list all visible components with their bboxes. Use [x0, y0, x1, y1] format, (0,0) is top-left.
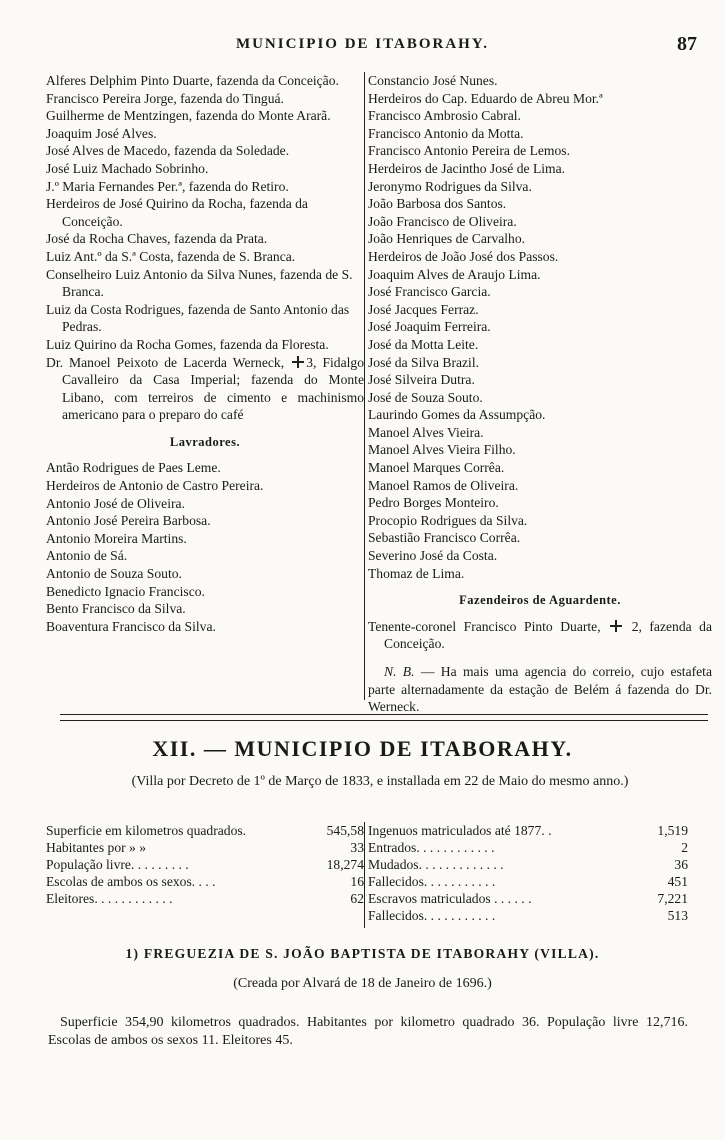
list-item: Francisco Antonio Pereira de Lemos.: [368, 143, 570, 159]
list-item: Sebastião Francisco Corrêa.: [368, 530, 521, 546]
freguezia-title: 1) FREGUEZIA DE S. JOÃO BAPTISTA DE ITABORAHY (VILLA).: [125, 946, 600, 961]
list-item: João Francisco de Oliveira.: [368, 213, 517, 229]
list-item: Luiz Ant.º da S.ª Costa, fazenda de S. Branca.: [46, 248, 296, 264]
stat-label: População livre. . . . . . . . .: [46, 857, 189, 872]
list-item: José Joaquim Ferreira.: [368, 319, 491, 335]
list-item: Constancio José Nunes.: [368, 73, 498, 88]
list-item: Procopio Rodrigues da Silva.: [368, 512, 528, 528]
stat-label: Entrados. . . . . . . . . . . .: [368, 840, 495, 855]
lavrador-item: Boaventura Francisco da Silva.: [46, 618, 216, 634]
list-item: Manoel Alves Vieira Filho.: [368, 442, 516, 458]
list-item: José Silveira Dutra.: [368, 372, 475, 388]
stat-value: 545,58: [326, 823, 364, 838]
stat-value: 451: [667, 874, 688, 889]
stat-row: [368, 890, 688, 907]
list-item: Herdeiros de João José dos Passos.: [368, 248, 559, 264]
lavrador-item: Antonio de Souza Souto.: [46, 566, 182, 582]
stats-left: [46, 822, 364, 907]
lavradores-heading: Lavradores.: [169, 434, 241, 449]
statistics-block: [46, 822, 686, 930]
stat-value: 33: [350, 840, 364, 855]
duarte-text-after: 2, fazenda da Conceição.: [384, 618, 713, 652]
list-item: Thomaz de Lima.: [368, 565, 465, 581]
list-item: José Luiz Machado Sobrinho.: [46, 160, 209, 176]
stat-row: [46, 839, 364, 856]
stats-divider: [364, 822, 365, 928]
lavrador-item: Antonio Moreira Martins.: [46, 530, 187, 546]
list-item: José de Souza Souto.: [368, 389, 483, 405]
right-entries: [368, 72, 712, 582]
nb-text: — Ha mais uma agencia do correio, cujo estafeta parte alternadamente da estação de Belém á fazenda do Dr. Werneck.: [368, 664, 712, 715]
list-item: Guilherme de Mentzingen, fazenda do Monte Ararã.: [46, 108, 331, 124]
column-divider: [364, 72, 365, 700]
lavrador-item: Antão Rodrigues de Paes Leme.: [46, 460, 221, 476]
list-item: Manoel Ramos de Oliveira.: [368, 477, 519, 493]
nb-label: N. B.: [384, 664, 415, 679]
freguezia-body: Superficie 354,90 kilometros quadrados. Habitantes por kilometro quadrado 36. População livre 12,716. Escolas de ambos os sexos 11. Eleitores 45.: [48, 1015, 688, 1048]
list-item: Manoel Marques Corrêa.: [368, 460, 505, 476]
stat-row: [46, 822, 364, 839]
left-entries: [46, 72, 364, 354]
lavradores-list: [46, 459, 364, 635]
stat-value: 1,519: [657, 823, 688, 838]
nb-note: [368, 663, 712, 716]
list-item: Francisco Antonio da Motta.: [368, 125, 524, 141]
list-item: Severino José da Costa.: [368, 548, 498, 564]
stat-row: [46, 873, 364, 890]
list-item: Alferes Delphim Pinto Duarte, fazenda da Conceição.: [46, 73, 339, 88]
stat-label: Mudados. . . . . . . . . . . . .: [368, 857, 504, 872]
cross-icon: [610, 620, 622, 632]
stat-value: 513: [667, 908, 688, 923]
stat-label: Escolas de ambos os sexos. . . .: [46, 874, 216, 889]
stat-label: Eleitores. . . . . . . . . . . .: [46, 891, 173, 906]
list-item: Laurindo Gomes da Assumpção.: [368, 407, 546, 423]
aguardente-heading: Fazendeiros de Aguardente.: [459, 593, 621, 608]
stat-row: [368, 907, 688, 924]
duarte-entry: [368, 618, 712, 653]
list-item: Francisco Ambrosio Cabral.: [368, 108, 521, 124]
stat-value: 18,274: [326, 857, 364, 872]
stat-row: [368, 873, 688, 890]
cross-icon: [292, 356, 304, 368]
lavrador-item: Antonio José de Oliveira.: [46, 495, 185, 511]
list-item: Manoel Alves Vieira.: [368, 424, 484, 440]
section-title: XII. — MUNICIPIO DE ITABORAHY.: [152, 736, 573, 761]
stat-label: Ingenuos matriculados até 1877. .: [368, 823, 552, 838]
list-item: Pedro Borges Monteiro.: [368, 495, 499, 511]
running-title: MUNICIPIO DE ITABORAHY.: [235, 36, 490, 52]
stat-row: [368, 822, 688, 839]
two-column-listing: [46, 72, 713, 715]
lavrador-item: Bento Francisco da Silva.: [46, 601, 186, 617]
list-item: José Francisco Garcia.: [368, 284, 491, 300]
stat-value: 7,221: [657, 891, 688, 906]
left-column: [46, 72, 364, 635]
list-item: José da Rocha Chaves, fazenda da Prata.: [46, 231, 268, 247]
werneck-text-after: 3, Fidalgo Cavalleiro da Casa Imperial; fazenda do Monte Libano, com terreiros de cimento e machinismo americano para o preparo do café: [62, 354, 364, 423]
list-item: José Jacques Ferraz.: [368, 301, 479, 317]
section-divider: [60, 714, 708, 721]
list-item: Francisco Pereira Jorge, fazenda do Tinguá.: [46, 90, 284, 106]
list-item: João Barbosa dos Santos.: [368, 196, 507, 212]
list-item: J.º Maria Fernandes Per.ª, fazenda do Retiro.: [46, 178, 289, 194]
list-item: João Henriques de Carvalho.: [368, 231, 526, 247]
stat-value: 62: [350, 891, 364, 906]
list-item: Joaquim José Alves.: [46, 125, 157, 141]
stat-label: Superficie em kilometros quadrados.: [46, 823, 247, 838]
werneck-text-before: Dr. Manoel Peixoto de Lacerda Werneck,: [46, 354, 285, 370]
list-item: Herdeiros de Jacintho José de Lima.: [368, 160, 566, 176]
stat-label: Fallecidos. . . . . . . . . . .: [368, 874, 496, 889]
section-subtitle: (Villa por Decreto de 1º de Março de 1833, e installada em 22 de Maio do mesmo anno.): [131, 774, 629, 789]
lavrador-item: Benedicto Ignacio Francisco.: [46, 583, 205, 599]
stat-value: 16: [350, 874, 364, 889]
duarte-text-before: Tenente-coronel Francisco Pinto Duarte,: [368, 618, 601, 634]
list-item: Joaquim Alves de Araujo Lima.: [368, 266, 541, 282]
stat-label: Fallecidos. . . . . . . . . . .: [368, 908, 496, 923]
stat-row: [368, 856, 688, 873]
lavrador-item: Antonio de Sá.: [46, 548, 128, 564]
lavrador-item: Antonio José Pereira Barbosa.: [46, 513, 211, 529]
list-item: Conselheiro Luiz Antonio da Silva Nunes, fazenda de S. Branca.: [46, 266, 353, 300]
list-item: Luiz da Costa Rodrigues, fazenda de Santo Antonio das Pedras.: [46, 301, 350, 335]
list-item: Herdeiros do Cap. Eduardo de Abreu Mor.ª: [368, 90, 603, 106]
list-item: José Alves de Macedo, fazenda da Soledade.: [46, 143, 290, 159]
list-item: José da Motta Leite.: [368, 336, 479, 352]
list-item: Jeronymo Rodrigues da Silva.: [368, 178, 532, 194]
stat-row: [46, 890, 364, 907]
lavrador-item: Herdeiros de Antonio de Castro Pereira.: [46, 478, 264, 494]
werneck-entry: [46, 354, 364, 424]
stat-value: 2: [681, 840, 688, 855]
right-column: [368, 72, 712, 716]
list-item: José da Silva Brazil.: [368, 354, 479, 370]
list-item: Luiz Quirino da Rocha Gomes, fazenda da Floresta.: [46, 336, 329, 352]
freguezia-subtitle: (Creada por Alvará de 18 de Janeiro de 1696.): [233, 976, 492, 991]
stat-label: Habitantes por » »: [46, 840, 147, 855]
stat-value: 36: [674, 857, 688, 872]
stat-row: [46, 856, 364, 873]
stat-row: [368, 839, 688, 856]
stats-right: [368, 822, 688, 924]
list-item: Herdeiros de José Quirino da Rocha, fazenda da Conceição.: [46, 196, 308, 229]
page-number: 87: [677, 33, 697, 55]
running-header: [0, 33, 725, 62]
stat-label: Escravos matriculados . . . . . .: [368, 891, 532, 906]
